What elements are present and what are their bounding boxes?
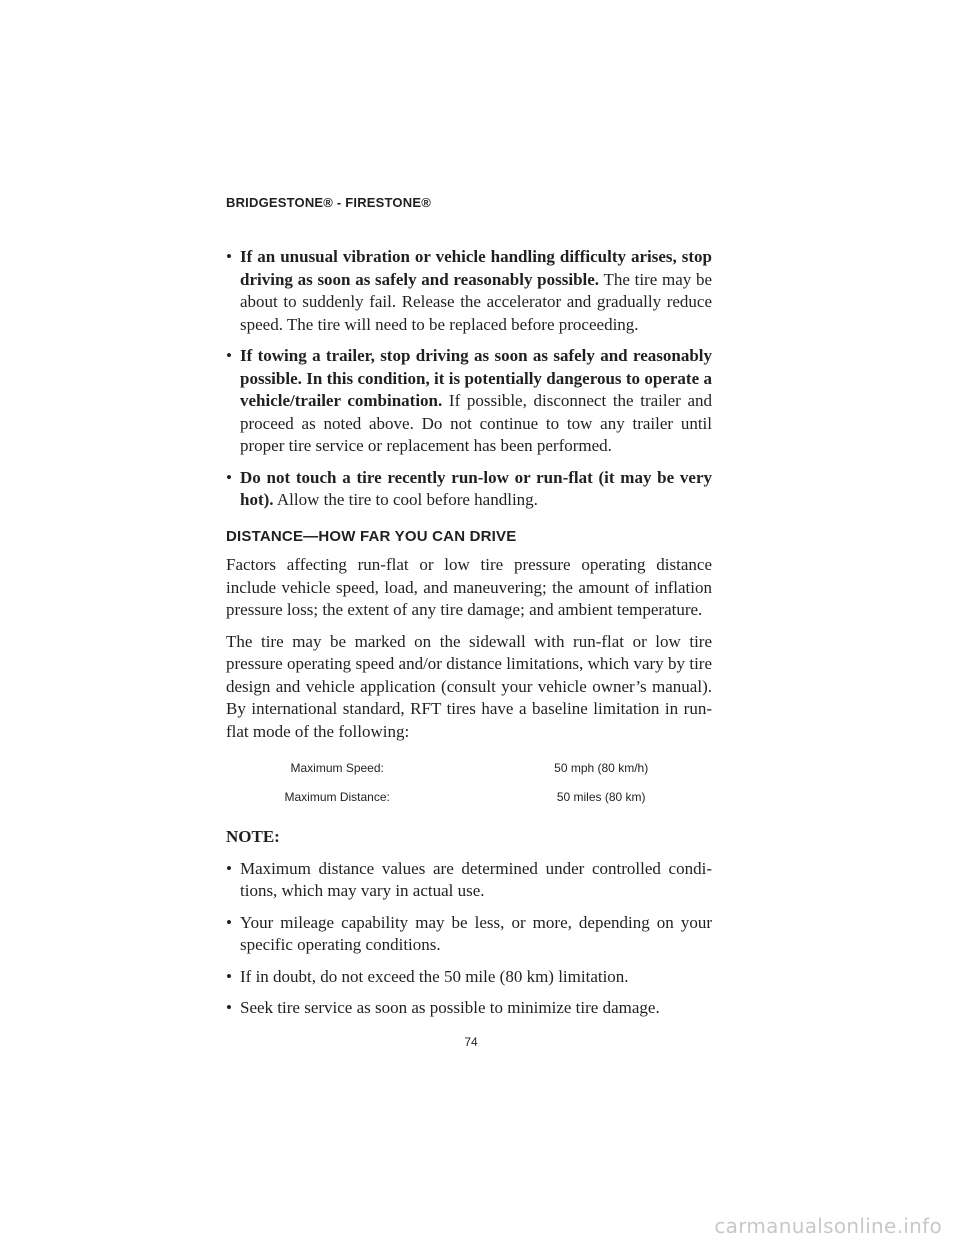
- bullet-icon: •: [226, 346, 232, 365]
- limit-label: Maximum Speed:: [290, 761, 384, 775]
- limit-value: 50 mph (80 km/h): [554, 761, 649, 775]
- bullet-icon: •: [226, 912, 232, 932]
- bullet-text: The tire may be about to suddenly fail. Release the accelerator and gradually reduce speed. The tire will need to be replaced before proceeding.: [240, 269, 712, 334]
- limits-table: [274, 755, 712, 812]
- limit-label: Maximum Distance:: [284, 789, 390, 804]
- table-row: [274, 755, 712, 784]
- bullet-icon: •: [226, 998, 232, 1017]
- section-heading: DISTANCE—HOW FAR YOU CAN DRIVE: [226, 527, 517, 545]
- note-item: [226, 966, 712, 989]
- bullet-bold-text: If an unusual vibration or vehicle handling difficulty arises, stop driving as soon as safely and reasonably possible.: [240, 247, 712, 289]
- bullet-icon: •: [226, 467, 232, 487]
- running-head: BRIDGESTONE® - FIRESTONE®: [226, 195, 431, 210]
- note-item: [226, 912, 712, 957]
- note-text: Your mileage capability may be less, or more, depending on your specific operating conditions.: [240, 912, 712, 954]
- warning-bullet: [226, 467, 712, 512]
- page-content: [226, 246, 712, 1029]
- note-text: If in doubt, do not exceed the 50 mile (80 km) limitation.: [240, 966, 629, 986]
- note-text: Maximum distance values are determined under controlled condi-tions, which may vary in actual use.: [240, 858, 712, 900]
- page-number: 74: [464, 1035, 478, 1049]
- warning-bullet: [226, 345, 712, 458]
- note-item: [226, 858, 712, 903]
- note-item: [226, 997, 712, 1020]
- paragraph: The tire may be marked on the sidewall with run-flat or low tire pressure operating speed and/or distance limitations, which vary by tire design and vehicle application (consult your vehicle owner’s manual). By international standard, RFT tires have a baseline limitation in run-flat mode of the following:: [226, 631, 712, 741]
- note-text: Seek tire service as soon as possible to minimize tire damage.: [240, 998, 660, 1017]
- limit-value: 50 miles (80 km): [556, 789, 646, 804]
- bullet-text: If possible, disconnect the trailer and proceed as noted above. Do not continue to tow any trailer until proper tire service or replacement has been performed.: [240, 391, 712, 455]
- paragraph: Factors affecting run-flat or low tire pressure operating distance include vehicle speed, load, and maneuvering; the amount of inflation pressure loss; the extent of any tire damage; and ambient temperature.: [226, 555, 712, 619]
- bullet-icon: •: [226, 247, 232, 266]
- bullet-text: Allow the tire to cool before handling.: [273, 490, 538, 509]
- bullet-bold-text: Do not touch a tire recently run-low or run-flat (it may be very hot).: [240, 467, 712, 509]
- note-label: NOTE:: [226, 827, 280, 846]
- bullet-icon: •: [226, 858, 232, 878]
- table-row: [274, 784, 712, 813]
- warning-bullet: [226, 246, 712, 336]
- bullet-icon: •: [226, 966, 232, 986]
- watermark: carmanualsonline.info: [714, 1214, 942, 1238]
- bullet-bold-text: If towing a trailer, stop driving as soon as safely and reasonably possible. In this condition, it is potentially dangerous to operate a vehicle/trailer combination.: [240, 346, 712, 410]
